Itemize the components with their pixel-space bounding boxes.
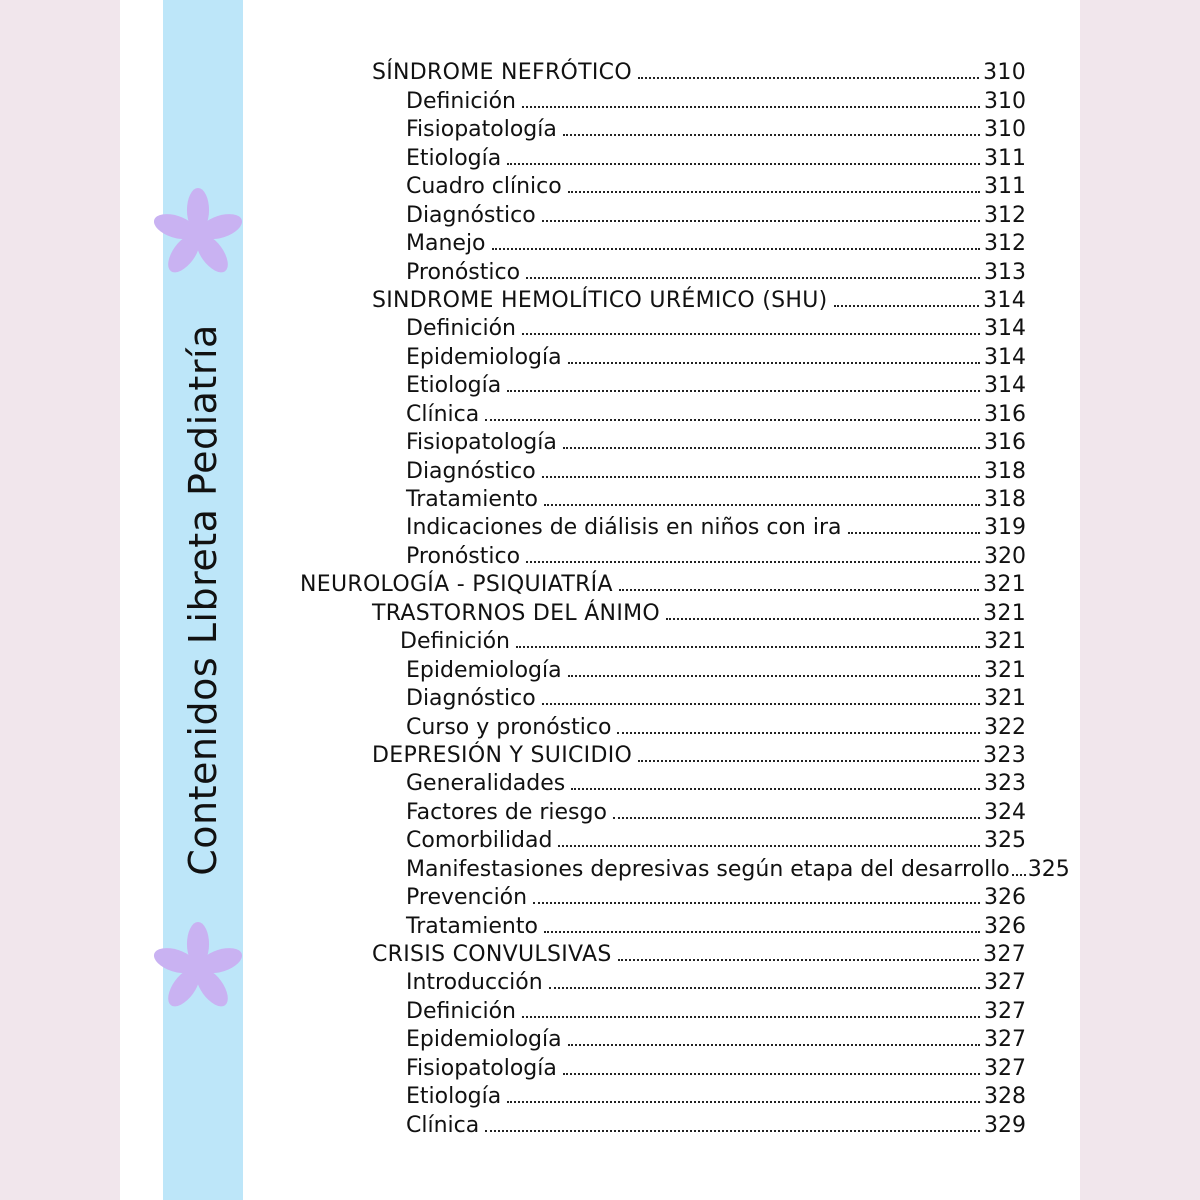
toc-entry-label: Prevención [406, 885, 528, 911]
toc-entry[interactable] [300, 312, 1026, 340]
toc-entry[interactable] [300, 767, 1026, 795]
toc-entry[interactable] [300, 625, 1026, 653]
toc-entry-page: 325 [1027, 856, 1070, 882]
toc-entry[interactable] [300, 795, 1026, 823]
toc-entry-page: 321 [983, 572, 1026, 598]
toc-entry-page: 318 [984, 487, 1026, 512]
toc-entry-label: Pronóstico [406, 259, 521, 285]
toc-entry-label: Definición [406, 88, 516, 114]
toc-entry-page: 321 [984, 657, 1026, 683]
toc-entry-label: Diagnóstico [406, 458, 536, 484]
toc-entry-page: 311 [984, 174, 1026, 200]
toc-entry[interactable] [300, 1080, 1026, 1108]
toc-entry[interactable] [300, 340, 1026, 368]
toc-entry[interactable] [300, 141, 1026, 169]
toc-entry-label: Tratamiento [406, 487, 538, 512]
toc-entry-label: Epidemiología [406, 1027, 562, 1053]
dot-leader [544, 931, 980, 933]
toc-entry-page: 327 [984, 1027, 1026, 1053]
dot-leader [568, 191, 980, 193]
toc-entry-page: 325 [984, 828, 1026, 854]
toc-entry-page: 312 [984, 202, 1026, 228]
toc-entry-page: 327 [984, 970, 1026, 996]
toc-entry-page: 316 [984, 430, 1026, 456]
dot-leader [571, 788, 980, 790]
toc-entry-label: SINDROME HEMOLÍTICO URÉMICO (SHU) [372, 287, 828, 313]
toc-entry[interactable] [300, 824, 1026, 852]
toc-entry[interactable] [300, 966, 1026, 994]
toc-entry-page: 327 [984, 998, 1026, 1024]
toc-entry-page: 327 [983, 942, 1026, 967]
toc-entry-label: Tratamiento [406, 913, 538, 939]
toc-entry-label: Indicaciones de diálisis en niños con ira [406, 515, 842, 541]
dot-leader [485, 1130, 980, 1132]
toc-entry-page: 319 [984, 515, 1026, 541]
toc-entry-page: 314 [984, 373, 1026, 399]
toc-entry-page: 314 [984, 316, 1026, 342]
toc-entry-label: Introducción [406, 970, 543, 996]
dot-leader [563, 134, 980, 136]
toc-entry-label: Fisiopatología [406, 430, 557, 456]
toc-entry-page: 326 [984, 885, 1026, 911]
dot-leader [526, 277, 980, 279]
toc-entry-label: Manifestasiones depresivas según etapa del desarrollo [406, 856, 1010, 882]
dot-leader [619, 589, 979, 591]
flower-icon [152, 922, 244, 1014]
dot-leader [522, 1016, 980, 1018]
dot-leader [522, 333, 980, 335]
toc-entry-label: Etiología [406, 145, 502, 171]
toc-entry[interactable] [300, 397, 1026, 425]
dot-leader [1012, 874, 1026, 876]
dot-leader [492, 248, 980, 250]
dot-leader [568, 1044, 980, 1046]
dot-leader [568, 675, 980, 677]
toc-entry-label: Definición [406, 316, 516, 342]
dot-leader [848, 532, 980, 534]
toc-entry[interactable] [300, 739, 1026, 767]
toc-entry-label: Fisiopatología [406, 1055, 557, 1081]
toc-entry[interactable] [300, 454, 1026, 482]
toc-entry[interactable] [300, 227, 1026, 255]
toc-entry[interactable] [300, 84, 1026, 112]
toc-entry[interactable] [300, 1023, 1026, 1051]
toc-entry-label: Pronóstico [406, 543, 521, 569]
toc-entry-label: Epidemiología [406, 657, 562, 683]
dot-leader [638, 760, 979, 762]
dot-leader [526, 561, 980, 563]
dot-leader [485, 419, 980, 421]
toc-entry-label: Diagnóstico [406, 686, 536, 712]
toc-entry[interactable] [300, 255, 1026, 283]
toc-entry-label: Factores de riesgo [406, 799, 607, 825]
toc-entry[interactable] [300, 198, 1026, 226]
dot-leader [563, 1073, 980, 1075]
toc-entry-label: Clínica [406, 401, 480, 427]
toc-entry-page: 310 [984, 88, 1026, 114]
table-of-contents [300, 56, 1070, 1138]
dot-leader [638, 77, 979, 79]
toc-entry[interactable] [300, 994, 1026, 1022]
dot-leader [516, 646, 980, 648]
toc-entry[interactable] [300, 284, 1026, 312]
toc-entry-page: 321 [984, 629, 1026, 655]
toc-entry-label: Fisiopatología [406, 117, 557, 143]
toc-entry-label: Diagnóstico [406, 202, 536, 228]
toc-entry[interactable] [300, 483, 1026, 511]
toc-entry-label: Curso y pronóstico [406, 714, 612, 740]
toc-entry-label: Generalidades [406, 771, 566, 797]
toc-entry[interactable] [300, 682, 1026, 710]
toc-entry-page: 320 [984, 543, 1026, 569]
dot-leader [563, 447, 980, 449]
dot-leader [558, 845, 980, 847]
toc-entry-page: 311 [984, 145, 1026, 171]
toc-entry-label: Definición [400, 629, 510, 655]
toc-entry[interactable] [300, 938, 1026, 966]
toc-entry-page: 313 [984, 259, 1026, 285]
toc-entry[interactable] [300, 653, 1026, 681]
toc-entry-page: 314 [983, 287, 1026, 313]
toc-entry[interactable] [300, 539, 1026, 567]
toc-entry[interactable] [300, 511, 1026, 539]
dot-leader [834, 305, 980, 307]
toc-entry[interactable] [300, 56, 1026, 84]
toc-entry-page: 324 [984, 799, 1026, 825]
dot-leader [618, 959, 979, 961]
toc-entry-page: 321 [983, 600, 1026, 626]
toc-entry[interactable] [300, 1108, 1026, 1136]
dot-leader [666, 618, 979, 620]
toc-entry[interactable] [300, 426, 1026, 454]
toc-entry-label: TRASTORNOS DEL ÁNIMO [372, 600, 661, 626]
toc-entry[interactable] [300, 113, 1026, 141]
toc-entry-label: Cuadro clínico [406, 174, 562, 200]
dot-leader [568, 362, 980, 364]
toc-entry-label: SÍNDROME NEFRÓTICO [372, 60, 632, 86]
toc-entry[interactable] [300, 568, 1026, 596]
toc-entry-label: Manejo [406, 231, 486, 257]
toc-entry[interactable] [300, 369, 1026, 397]
toc-entry-label: CRISIS CONVULSIVAS [372, 942, 612, 967]
flower-icon [152, 188, 244, 280]
toc-entry-page: 327 [984, 1055, 1026, 1081]
dot-leader [522, 106, 980, 108]
dot-leader [507, 1101, 980, 1103]
dot-leader [617, 732, 980, 734]
toc-entry-page: 310 [983, 60, 1026, 86]
toc-entry-page: 310 [984, 117, 1026, 143]
toc-entry-page: 321 [984, 686, 1026, 712]
dot-leader [507, 390, 980, 392]
dot-leader [544, 504, 980, 506]
toc-entry-page: 316 [984, 401, 1026, 427]
spine-title: Contenidos Libreta Pediatría [181, 324, 225, 876]
toc-entry-label: DEPRESIÓN Y SUICIDIO [372, 742, 633, 768]
dot-leader [549, 987, 980, 989]
toc-entry-label: Etiología [406, 1084, 502, 1110]
toc-entry-label: Definición [406, 998, 516, 1024]
toc-entry-label: Etiología [406, 373, 502, 399]
toc-entry[interactable] [300, 596, 1026, 624]
toc-entry-label: Clínica [406, 1112, 480, 1138]
toc-entry[interactable] [300, 1051, 1026, 1079]
toc-entry[interactable] [300, 170, 1026, 198]
dot-leader [542, 220, 980, 222]
dot-leader [542, 476, 980, 478]
toc-entry-label: Epidemiología [406, 344, 562, 370]
toc-entry-page: 329 [984, 1112, 1026, 1138]
toc-entry-page: 328 [984, 1084, 1026, 1110]
toc-entry[interactable] [300, 710, 1026, 738]
dot-leader [533, 902, 980, 904]
dot-leader [613, 817, 980, 819]
dot-leader [542, 703, 980, 705]
toc-entry[interactable] [300, 881, 1026, 909]
toc-entry[interactable] [300, 909, 1026, 937]
toc-entry-page: 318 [984, 458, 1026, 484]
toc-entry-page: 326 [984, 913, 1026, 939]
toc-entry-page: 323 [984, 771, 1026, 797]
toc-entry-page: 322 [984, 714, 1026, 740]
toc-entry-page: 323 [983, 742, 1026, 768]
toc-entry[interactable] [300, 852, 1070, 882]
toc-entry-page: 312 [984, 231, 1026, 257]
toc-entry-label: Comorbilidad [406, 828, 553, 854]
toc-entry-label: NEUROLOGÍA - PSIQUIATRÍA [300, 572, 613, 598]
dot-leader [507, 163, 980, 165]
toc-entry-page: 314 [984, 344, 1026, 370]
